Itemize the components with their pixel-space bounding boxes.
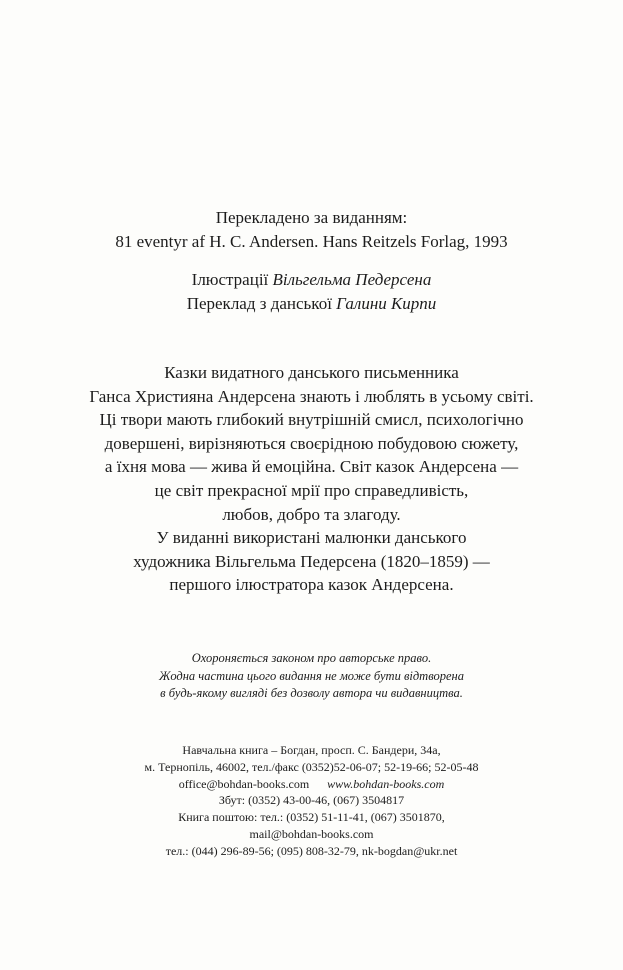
sales-phones: Збут: (0352) 43-00-46, (067) 3504817 bbox=[218, 793, 405, 808]
publisher-phone-fax: м. Тернопіль, 46002, тел./факс (0352)52-06-07; 52-19-66; 52-05-48 bbox=[144, 759, 479, 774]
source-edition bbox=[0, 206, 623, 254]
description-line: художника Вільгельма Педерсена (1820–1859) — bbox=[133, 551, 490, 571]
copyright-line: Охороняється законом про авторське право. bbox=[191, 651, 432, 665]
illustrator-name: Вільгельма Педерсена bbox=[272, 270, 432, 289]
description-line: першого ілюстратора казок Андерсена. bbox=[169, 575, 454, 595]
description-line: це світ прекрасної мрії про справедливість, bbox=[154, 480, 469, 500]
source-title: 81 eventyr af H. C. Andersen. Hans Reitzels Forlag, 1993 bbox=[115, 232, 508, 251]
publisher-info bbox=[0, 742, 623, 860]
description-line: а їхня мова — жива й емоційна. Світ казок Андерсена — bbox=[104, 457, 519, 477]
book-description bbox=[0, 361, 623, 597]
description-line: Ці твори мають глибокий внутрішній смисл, психологічно bbox=[99, 410, 524, 430]
translation-label: Переклад з данської bbox=[186, 294, 337, 313]
publisher-contacts bbox=[0, 776, 623, 793]
kyiv-contacts: тел.: (044) 296-89-56; (095) 808-32-79, nk-bogdan@ukr.net bbox=[165, 843, 458, 858]
description-line: довершені, вирізняються своєрідною побудовою сюжету, bbox=[104, 433, 519, 453]
description-line: Ганса Християна Андерсена знають і люблять в усьому світі. bbox=[89, 386, 534, 406]
illustrations-label: Ілюстрації bbox=[191, 270, 273, 289]
description-line: У виданні використані малюнки данського bbox=[156, 528, 467, 548]
translation-credit bbox=[0, 292, 623, 316]
copyright-notice bbox=[0, 650, 623, 703]
copyright-line: в будь-якому вигляді без дозволу автора чи видавництва. bbox=[160, 686, 463, 700]
publisher-address: Навчальна книга – Богдан, просп. С. Бандери, 34а, bbox=[182, 743, 441, 757]
translator-name: Галини Кирпи bbox=[336, 294, 437, 313]
copyright-line: Жодна частина цього видання не може бути відтворена bbox=[159, 668, 464, 683]
source-label: Перекладено за виданням: bbox=[215, 208, 408, 227]
mail-email-link[interactable]: mail@bohdan-books.com bbox=[249, 826, 374, 841]
credits bbox=[0, 268, 623, 316]
website-link[interactable]: www.bohdan-books.com bbox=[327, 776, 445, 791]
description-line: любов, добро та злагоду. bbox=[222, 504, 401, 524]
office-email-link[interactable]: office@bohdan-books.com bbox=[178, 776, 310, 791]
illustrations-credit bbox=[0, 268, 623, 292]
description-line: Казки видатного данського письменника bbox=[164, 363, 459, 382]
mail-order-phones: Книга поштою: тел.: (0352) 51-11-41, (067) 3501870, bbox=[178, 810, 445, 825]
